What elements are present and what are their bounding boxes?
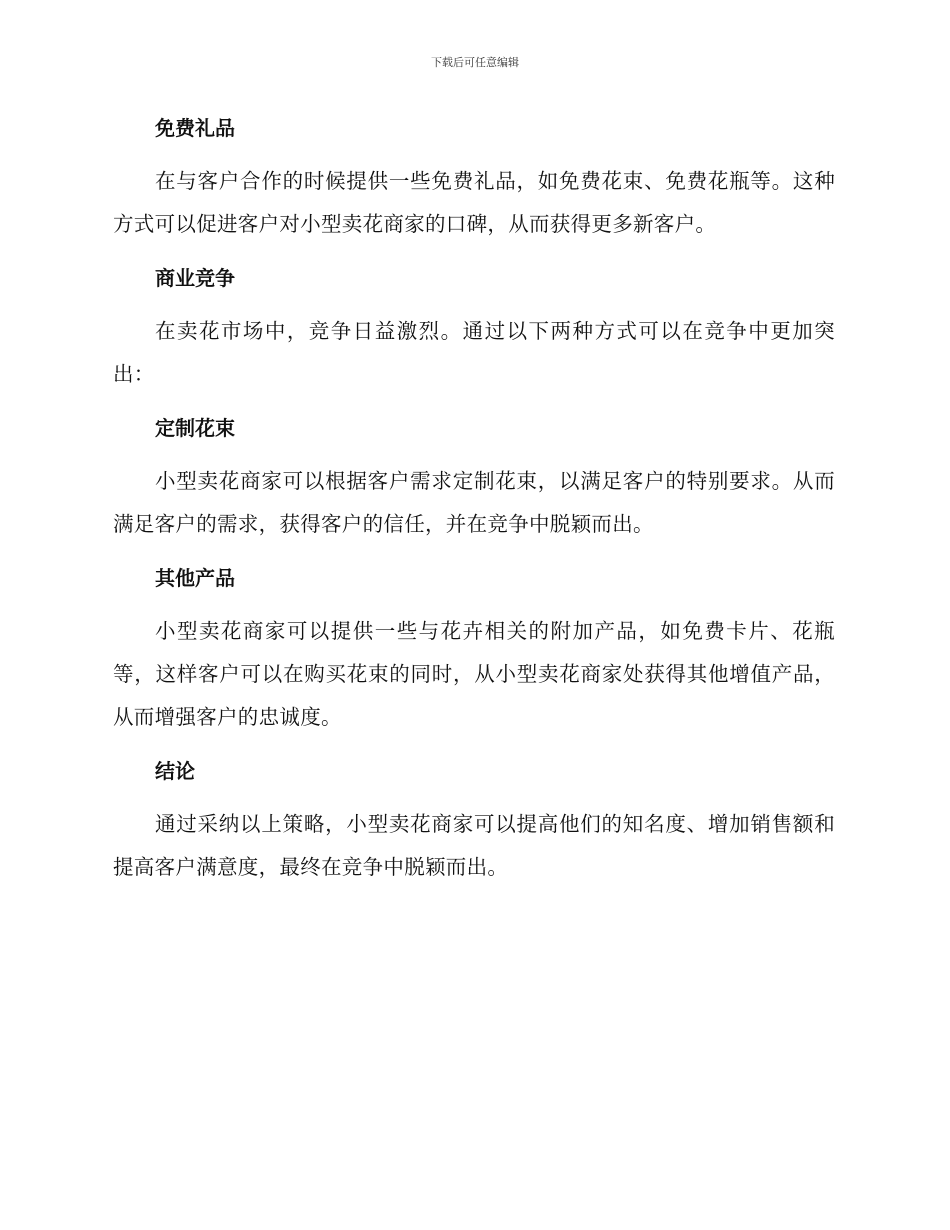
section-competition bbox=[113, 260, 835, 396]
section-paragraph: 在与客户合作的时候提供一些免费礼品，如免费花束、免费花瓶等。这种方式可以促进客户对小型卖花商家的口碑，从而获得更多新客户。 bbox=[113, 169, 835, 236]
section-custom-bouquets bbox=[113, 410, 835, 546]
section-paragraph: 小型卖花商家可以提供一些与花卉相关的附加产品，如免费卡片、花瓶等，这样客户可以在购买花束的同时，从小型卖花商家处获得其他增值产品，从而增强客户的忠诚度。 bbox=[113, 619, 835, 729]
document-body bbox=[113, 110, 835, 903]
section-heading: 商业竞争 bbox=[155, 266, 235, 290]
section-conclusion bbox=[113, 753, 835, 889]
section-heading: 免费礼品 bbox=[155, 116, 235, 140]
section-paragraph: 在卖花市场中，竞争日益激烈。通过以下两种方式可以在竞争中更加突出： bbox=[113, 319, 835, 386]
section-other-products bbox=[113, 560, 835, 739]
section-heading: 其他产品 bbox=[155, 566, 235, 590]
page-header-note: 下载后可任意编辑 bbox=[431, 56, 519, 69]
section-heading: 结论 bbox=[155, 759, 195, 783]
section-heading: 定制花束 bbox=[155, 416, 235, 440]
section-paragraph: 小型卖花商家可以根据客户需求定制花束，以满足客户的特别要求。从而满足客户的需求，获得客户的信任，并在竞争中脱颖而出。 bbox=[113, 469, 835, 536]
section-paragraph: 通过采纳以上策略，小型卖花商家可以提高他们的知名度、增加销售额和提高客户满意度，最终在竞争中脱颖而出。 bbox=[113, 812, 835, 879]
section-free-gifts bbox=[113, 110, 835, 246]
